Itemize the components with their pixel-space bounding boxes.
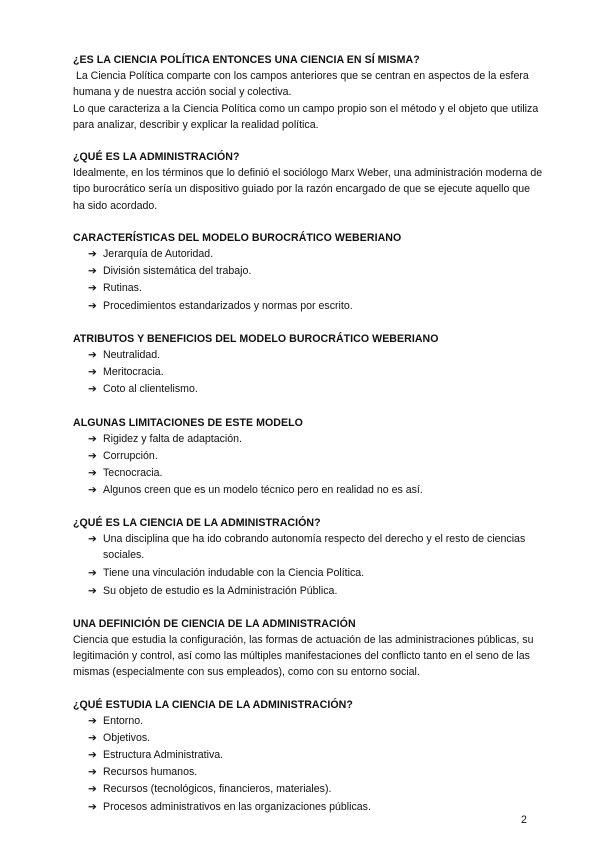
paragraph: Idealmente, en los términos que lo definió el sociólogo Marx Weber, una administración moderna de tipo burocrático sería un dispositivo guiado por la razón encargado de que se ejecute aquello que ha sido acordado. xyxy=(73,167,543,212)
list-item xyxy=(88,448,543,465)
section-heading: ¿ES LA CIENCIA POLÍTICA ENTONCES UNA CIENCIA EN SÍ MISMA? xyxy=(73,54,420,66)
arrow-bullet-icon: ➔ xyxy=(88,567,97,580)
section-heading: ¿QUÉ ESTUDIA LA CIENCIA DE LA ADMINISTRACIÓN? xyxy=(73,698,353,711)
list-item xyxy=(88,781,543,798)
list-item-text: Una disciplina que ha ido cobrando autonomía respecto del derecho y el resto de ciencias sociales. xyxy=(103,533,526,562)
list-item xyxy=(88,482,543,499)
paragraph: Ciencia que estudia la configuración, las formas de actuación de las administraciones públicas, su legitimación y control, así como las múltiples manifestaciones del conflicto tanto en el seno de las mismas (especialmente con sus empleados), como con su entorno social. xyxy=(73,633,534,679)
list-item-text: Tiene una vinculación indudable con la Ciencia Política. xyxy=(103,567,365,580)
list-item-text: Rigidez y falta de adaptación. xyxy=(103,432,242,445)
arrow-bullet-icon: ➔ xyxy=(88,248,97,261)
list-item-text: Procedimientos estandarizados y normas por escrito. xyxy=(103,299,353,312)
list-item xyxy=(88,465,543,482)
arrow-bullet-icon: ➔ xyxy=(88,449,97,462)
arrow-bullet-icon: ➔ xyxy=(88,299,97,312)
section-heading: UNA DEFINICIÓN DE CIENCIA DE LA ADMINISTRACIÓN xyxy=(73,617,356,630)
list-item-text: Corrupción. xyxy=(103,449,158,462)
list-item-text: Entorno. xyxy=(103,714,144,727)
list-item xyxy=(88,565,543,582)
list-item-text: Procesos administrativos en las organizaciones públicas. xyxy=(103,800,371,813)
list-item-text: División sistemática del trabajo. xyxy=(103,265,252,278)
page-number: 2 xyxy=(521,814,527,826)
section-attributes-benefits xyxy=(73,331,543,399)
document-page xyxy=(73,52,543,832)
paragraph: Lo que caracteriza a la Ciencia Política como un campo propio son el método y el objeto que utiliza para analizar, describir y explicar la realidad política. xyxy=(73,102,539,131)
list-item xyxy=(88,531,543,563)
arrow-bullet-icon: ➔ xyxy=(88,484,97,497)
bullet-list xyxy=(73,246,543,315)
section-limitations xyxy=(73,415,543,500)
arrow-bullet-icon: ➔ xyxy=(88,348,97,361)
list-item xyxy=(88,764,543,781)
section-characteristics xyxy=(73,230,543,315)
section-politics-as-science xyxy=(73,52,543,133)
section-heading: ¿QUÉ ES LA CIENCIA DE LA ADMINISTRACIÓN? xyxy=(73,517,321,530)
arrow-bullet-icon: ➔ xyxy=(88,432,97,445)
arrow-bullet-icon: ➔ xyxy=(88,749,97,762)
arrow-bullet-icon: ➔ xyxy=(88,383,97,396)
section-what-is-administration xyxy=(73,149,543,214)
list-item xyxy=(88,799,543,816)
list-item-text: Meritocracia. xyxy=(103,366,164,379)
list-item-text: Recursos humanos. xyxy=(103,766,198,779)
list-item xyxy=(88,381,543,398)
list-item-text: Rutinas. xyxy=(103,282,142,295)
arrow-bullet-icon: ➔ xyxy=(88,731,97,744)
section-definition xyxy=(73,616,543,681)
bullet-list xyxy=(73,431,543,500)
list-item xyxy=(88,280,543,297)
list-item xyxy=(88,263,543,280)
list-item xyxy=(88,347,543,364)
arrow-bullet-icon: ➔ xyxy=(88,533,97,546)
arrow-bullet-icon: ➔ xyxy=(88,282,97,295)
section-heading: ALGUNAS LIMITACIONES DE ESTE MODELO xyxy=(73,416,303,429)
section-what-it-studies xyxy=(73,697,543,816)
list-item xyxy=(88,298,543,315)
section-heading: CARACTERÍSTICAS DEL MODELO BUROCRÁTICO WEBERIANO xyxy=(73,232,402,245)
arrow-bullet-icon: ➔ xyxy=(88,366,97,379)
list-item xyxy=(88,713,543,730)
arrow-bullet-icon: ➔ xyxy=(88,466,97,479)
bullet-list xyxy=(73,347,543,399)
arrow-bullet-icon: ➔ xyxy=(88,783,97,796)
arrow-bullet-icon: ➔ xyxy=(88,714,97,727)
list-item xyxy=(88,583,543,600)
arrow-bullet-icon: ➔ xyxy=(88,800,97,813)
list-item-text: Objetivos. xyxy=(103,731,151,744)
list-item xyxy=(88,431,543,448)
list-item-text: Estructura Administrativa. xyxy=(103,749,224,762)
list-item xyxy=(88,246,543,263)
list-item xyxy=(88,747,543,764)
bullet-list xyxy=(73,713,543,816)
arrow-bullet-icon: ➔ xyxy=(88,265,97,278)
paragraph: La Ciencia Política comparte con los campos anteriores que se centran en aspectos de la esfera humana y de nuestra acción social y colectiva. xyxy=(73,70,532,99)
list-item xyxy=(88,730,543,747)
bullet-list xyxy=(73,531,543,599)
list-item-text: Jerarquía de Autoridad. xyxy=(103,248,214,261)
list-item-text: Tecnocracia. xyxy=(103,466,163,479)
section-what-is-admin-science xyxy=(73,515,543,599)
section-heading: ¿QUÉ ES LA ADMINISTRACIÓN? xyxy=(73,151,240,164)
section-heading: ATRIBUTOS Y BENEFICIOS DEL MODELO BUROCRÁTICO WEBERIANO xyxy=(73,332,439,345)
arrow-bullet-icon: ➔ xyxy=(88,766,97,779)
list-item-text: Algunos creen que es un modelo técnico pero en realidad no es así. xyxy=(103,484,423,497)
list-item-text: Coto al clientelismo. xyxy=(103,383,198,396)
list-item xyxy=(88,364,543,381)
list-item-text: Su objeto de estudio es la Administración Pública. xyxy=(103,584,338,597)
list-item-text: Recursos (tecnológicos, financieros, materiales). xyxy=(103,783,332,796)
arrow-bullet-icon: ➔ xyxy=(88,584,97,597)
list-item-text: Neutralidad. xyxy=(103,348,161,361)
